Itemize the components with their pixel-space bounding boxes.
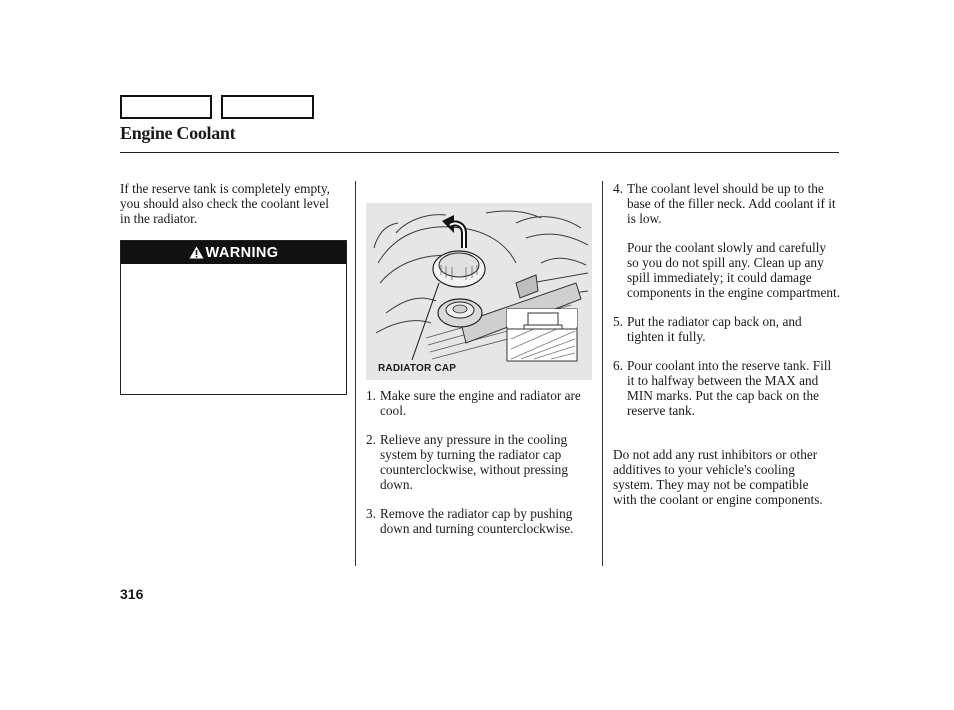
page-number: 316 xyxy=(120,586,144,602)
title-rule xyxy=(120,152,839,153)
step-number: 4. xyxy=(613,181,623,196)
step-number: 1. xyxy=(366,388,376,403)
section-tab-1[interactable] xyxy=(120,95,212,119)
step-number: 5. xyxy=(613,314,623,329)
step-text: Pour coolant into the reserve tank. Fill it to halfway between the MAX and MIN marks. Put the cap back on the reserve tank. xyxy=(627,358,832,418)
closing-paragraph: Do not add any rust inhibitors or other additives to your vehicle's cooling system. They may not be compatible with the coolant or engine components. xyxy=(613,447,823,507)
step-number: 2. xyxy=(366,432,376,447)
list-item xyxy=(613,314,841,344)
warning-box xyxy=(120,240,347,395)
radiator-cap-figure xyxy=(366,203,592,380)
warning-header xyxy=(121,241,346,264)
steps-list-right xyxy=(613,181,841,432)
figure-caption: RADIATOR CAP xyxy=(378,363,457,374)
step-text: The coolant level should be up to the base of the filler neck. Add coolant if it is low. xyxy=(627,181,836,226)
column-divider-right xyxy=(602,181,603,566)
list-item xyxy=(366,506,596,536)
radiator-cap-illustration xyxy=(366,203,592,380)
step-text: Make sure the engine and radiator are cool. xyxy=(380,388,581,418)
column-divider-left xyxy=(355,181,356,566)
step-text: Relieve any pressure in the cooling system by turning the radiator cap counterclockwise, without pressing down. xyxy=(380,432,568,492)
list-item xyxy=(366,432,596,492)
section-tab-2[interactable] xyxy=(221,95,314,119)
list-item xyxy=(366,388,596,418)
steps-list-middle xyxy=(366,388,596,550)
step-number: 3. xyxy=(366,506,376,521)
counterclockwise-arrow-icon xyxy=(442,215,464,248)
step-number: 6. xyxy=(613,358,623,373)
list-item xyxy=(613,358,841,418)
warning-label: WARNING xyxy=(205,244,279,261)
step-text: Remove the radiator cap by pushing down and turning counterclockwise. xyxy=(380,506,574,536)
list-item xyxy=(613,181,841,300)
intro-paragraph: If the reserve tank is completely empty, you should also check the coolant level in the radiator. xyxy=(120,181,330,226)
step-note: Pour the coolant slowly and carefully so you do not spill any. Clean up any spill immediately; it could damage components in the engine compartment. xyxy=(627,240,841,300)
page-title: Engine Coolant xyxy=(120,123,236,143)
warning-triangle-icon xyxy=(189,246,204,259)
step-text: Put the radiator cap back on, and tighten it fully. xyxy=(627,314,802,344)
